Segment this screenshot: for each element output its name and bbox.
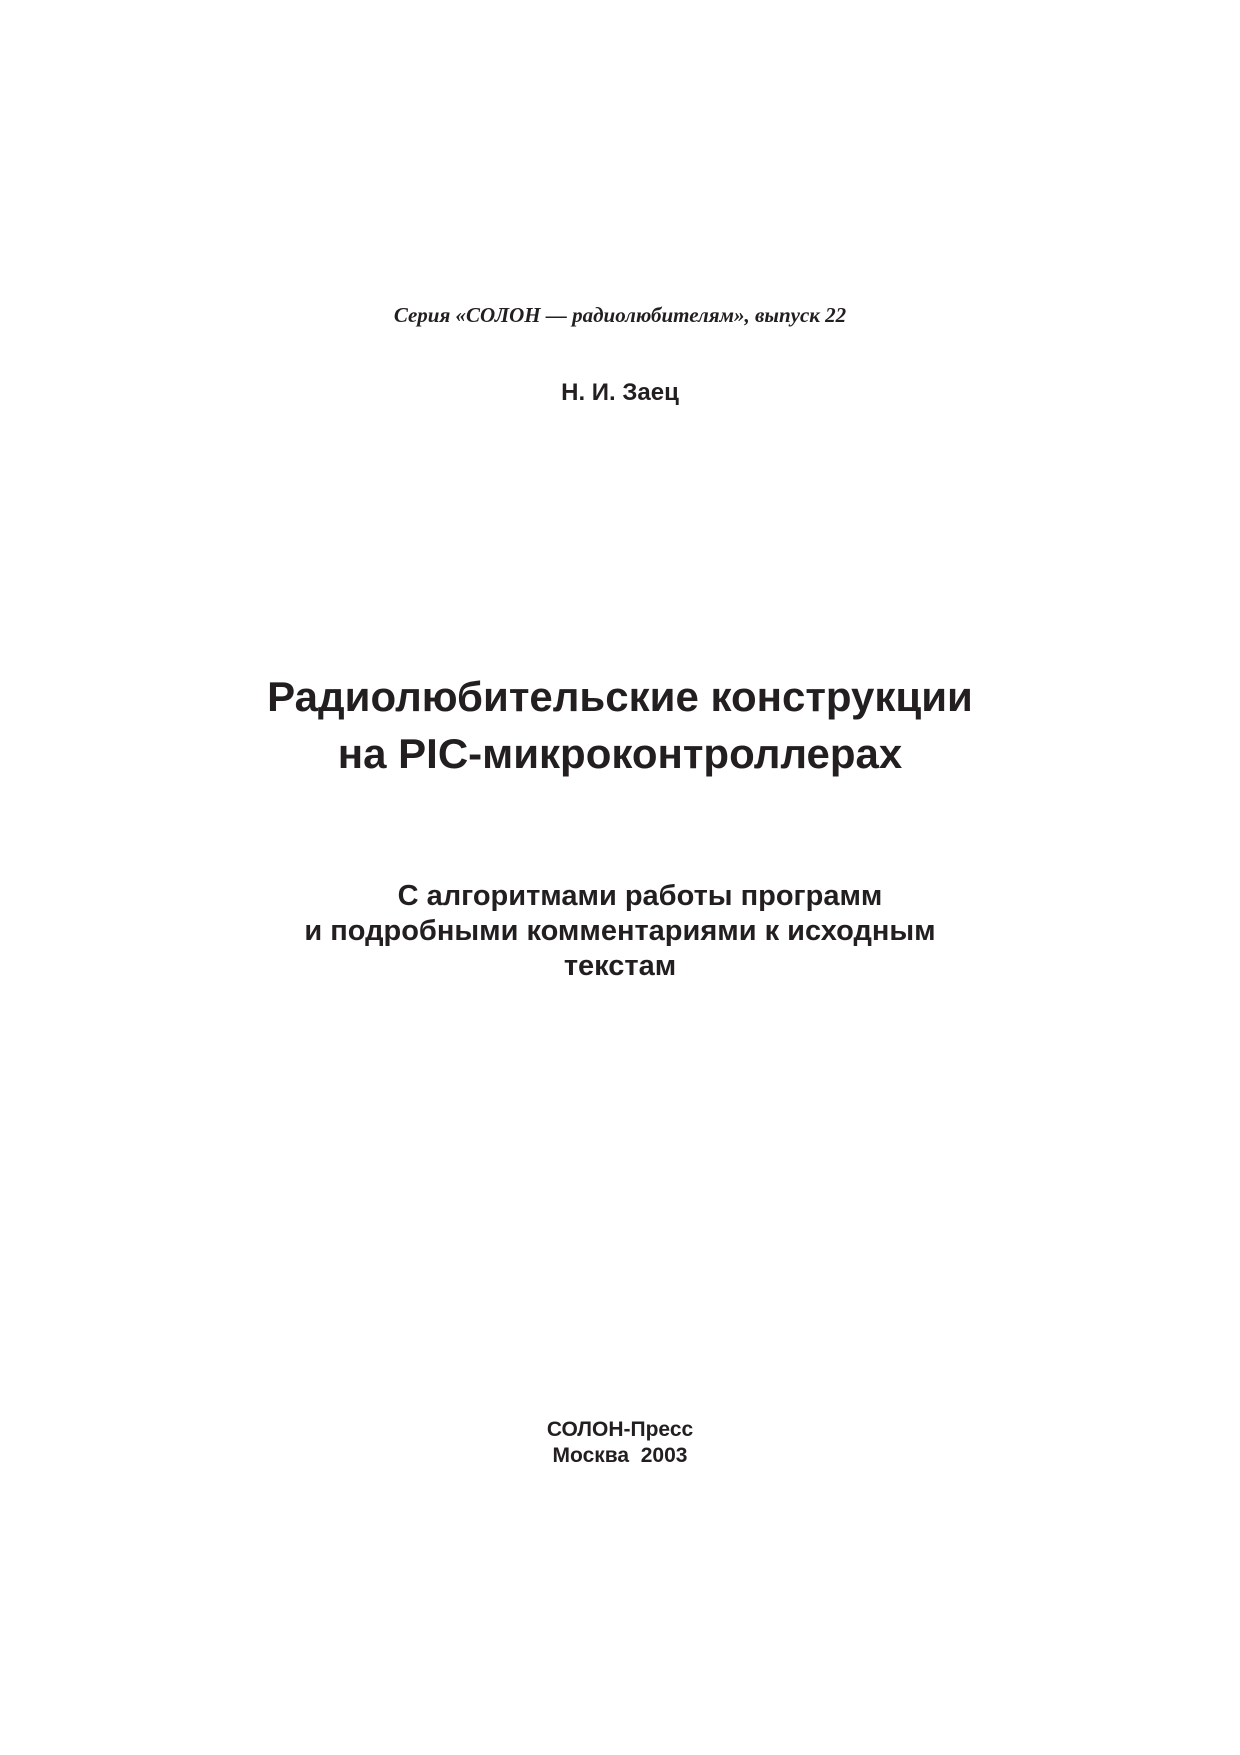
subtitle-line-2: и подробными комментариями к исходным <box>304 915 936 947</box>
subtitle-line-3: текстам <box>563 950 677 982</box>
subtitle-line-1: С алгоритмами работы программ <box>397 880 883 912</box>
book-title-line-2: на PIC-микроконтроллерах <box>337 730 903 777</box>
book-title-line-1: Радиолюбительские конструкции <box>267 673 973 720</box>
publisher-place-year: Москва 2003 <box>552 1444 688 1467</box>
series-line: Серия «СОЛОН — радиолюбителям», выпуск 22 <box>393 303 847 327</box>
author-name: Н. И. Заец <box>561 379 679 406</box>
publisher-name: СОЛОН-Пресс <box>546 1418 694 1441</box>
